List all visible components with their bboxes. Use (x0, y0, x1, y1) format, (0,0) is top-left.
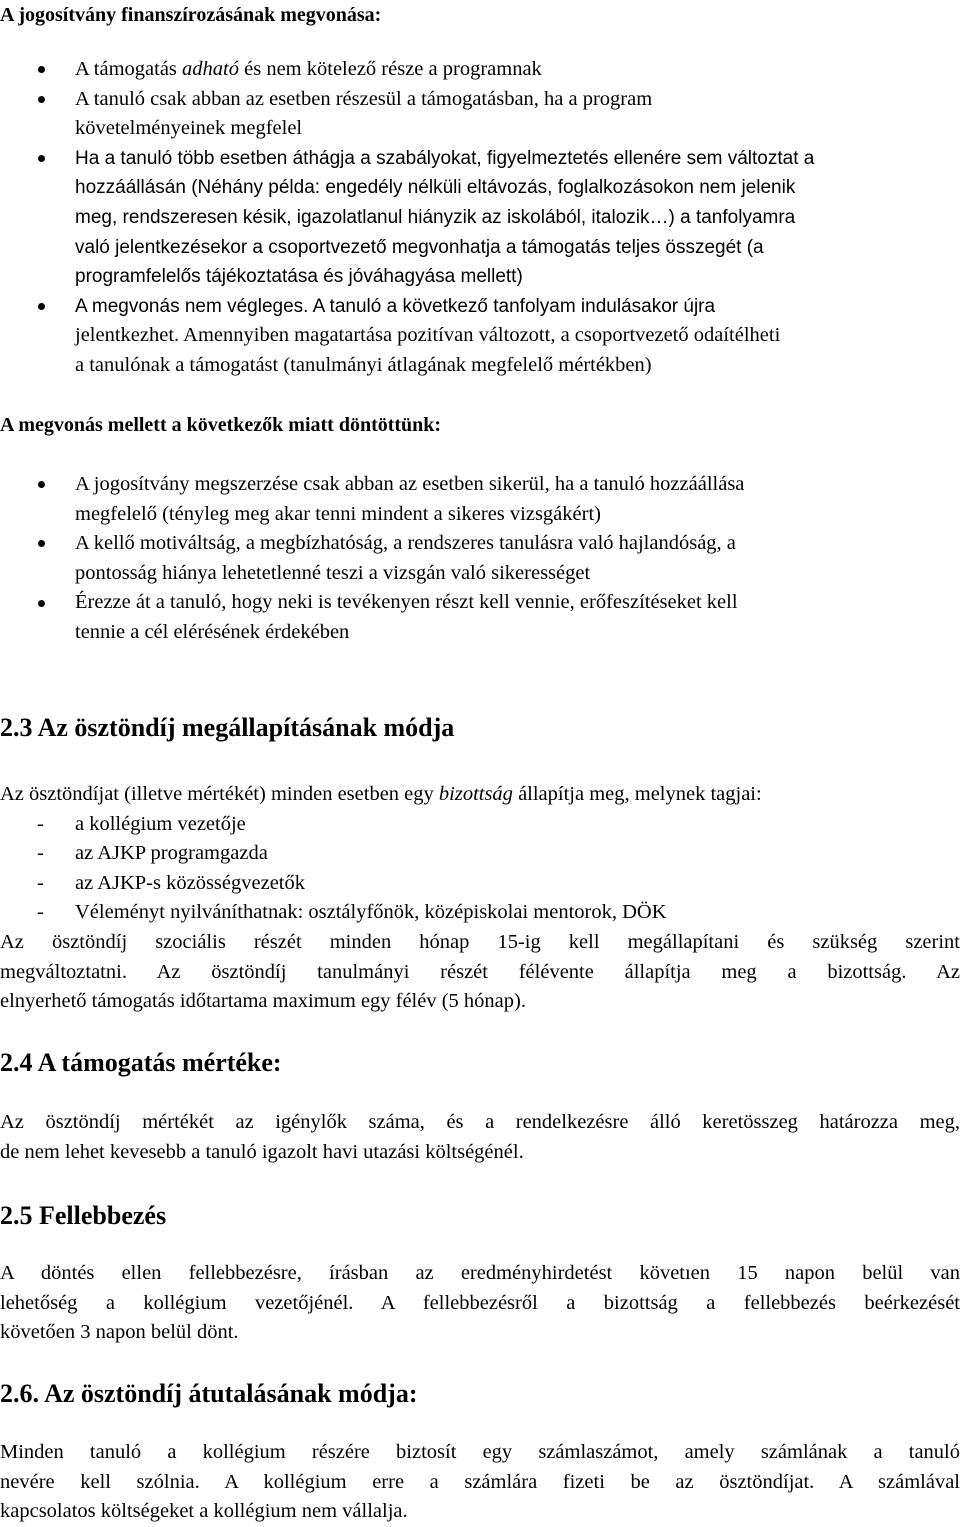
list-item (0, 292, 960, 381)
paragraph-line: Minden tanuló a kollégium részére biztosít egy számlaszámot, amely számlának a tanuló (0, 1441, 960, 1463)
list-item-text: programfelelős tájékoztatása és jóváhagyása mellett) (75, 266, 523, 288)
paragraph-line: elnyerhető támogatás időtartama maximum egy félév (5 hónap). (0, 990, 526, 1013)
section-2-4-body (0, 1108, 960, 1167)
list-item-line (0, 529, 960, 559)
paragraph-line: követően 3 napon belül dönt. (0, 1321, 239, 1344)
dash-list-item: - a kollégium vezetője (37, 812, 246, 835)
bullet-list-reasons (0, 470, 960, 648)
list-item-text: hozzáállásán (Néhány példa: engedély nélküli eltávozás, foglalkozásokon nem jelenik (75, 177, 796, 199)
paragraph-line: A döntés ellen fellebbezésre, írásban az eredményhirdetést követıen 15 napon belül van (0, 1262, 960, 1284)
list-item-text: A kellő motiváltság, a megbízhatóság, a rendszeres tanulásra való hajlandóság, a (75, 532, 736, 555)
list-item-text: A támogatás adható és nem kötelező része a programnak (75, 58, 542, 80)
list-item-text: tennie a cél elérésének érdekében (75, 620, 350, 643)
dash-item-text: a kollégium vezetője (75, 812, 246, 835)
list-item-text: jelentkezhet. Amennyiben magatartása pozitívan változott, a csoportvezető odaítélheti (75, 324, 781, 347)
heading-financing-withdrawal: A jogosítvány finanszírozásának megvonása: (0, 4, 382, 26)
list-item-line (0, 203, 960, 233)
dash-list-item: - az AJKP programgazda (37, 842, 268, 865)
bullet-dot-icon (38, 303, 45, 310)
paragraph-line: de nem lehet kevesebb a tanuló igazolt havi utazási költségénél. (0, 1140, 524, 1163)
dash-list-item: - az AJKP-s közösségvezetők (37, 871, 306, 894)
list-item-line (0, 262, 960, 292)
list-item-line (0, 55, 960, 85)
paragraph-line: kapcsolatos költségeket a kollégium nem vállalja. (0, 1500, 408, 1523)
section-2-4-title: 2.4 A támogatás mértéke: (0, 1048, 282, 1077)
section-2-3-intro (0, 780, 960, 810)
paragraph-line: Az ösztöndíj szociális részét minden hónap 15-ig kell megállapítani és szükség szerint (0, 930, 960, 953)
list-item-line (0, 588, 960, 618)
list-item (0, 588, 960, 647)
bullet-dot-icon (38, 96, 45, 103)
list-item-text: Ha a tanuló több esetben áthágja a szabályokat, figyelmeztetés ellenére sem változtat a (75, 147, 815, 169)
bullet-dot-icon (38, 66, 45, 73)
list-item-line (0, 114, 960, 144)
list-item-text: való jelentkezésekor a csoportvezető megvonhatja a támogatás teljes összegét (a (75, 236, 764, 258)
list-item-text: A megvonás nem végleges. A tanuló a következő tanfolyam indulásakor újra (75, 295, 716, 317)
section-2-5-body (0, 1259, 960, 1348)
list-item-line (0, 144, 960, 174)
list-item-text: Érezze át a tanuló, hogy neki is tevékenyen részt kell vennie, erőfeszítéseket kell (75, 591, 738, 614)
dash-item-text: az AJKP-s közösségvezetők (75, 871, 306, 894)
list-item (0, 529, 960, 588)
dash-list-item: - Véleményt nyilváníthatnak: osztályfőnök, középiskolai mentorok, DÖK (37, 901, 667, 924)
bullet-list-financing (0, 55, 960, 381)
list-item-line (0, 321, 960, 351)
section-2-5-title: 2.5 Fellebbezés (0, 1201, 167, 1230)
list-item-line (0, 559, 960, 589)
list-item-line (0, 173, 960, 203)
bullet-dot-icon (38, 481, 45, 488)
dash-item-text: Véleményt nyilváníthatnak: osztályfőnök, középiskolai mentorok, DÖK (75, 901, 667, 924)
list-item (0, 85, 960, 144)
list-item (0, 55, 960, 85)
section-2-6-body (0, 1438, 960, 1527)
bullet-dot-icon (38, 600, 45, 607)
list-item-text: megfelelő (tényleg meg akar tenni mindent a sikeres vizsgákért) (75, 502, 601, 525)
list-item-text: A jogosítvány megszerzése csak abban az esetben sikerül, ha a tanuló hozzáállása (75, 473, 745, 495)
paragraph-line: megváltoztatni. Az ösztöndíj tanulmányi részét félévente állapítja meg a bizottság. Az (0, 960, 960, 983)
paragraph-line: Az ösztöndíj mértékét az igénylők száma, és a rendelkezésre álló keretösszeg határozza meg, (0, 1111, 960, 1133)
list-item-text: pontosság hiánya lehetetlenné teszi a vizsgán való sikerességet (75, 561, 591, 584)
list-item-line (0, 292, 960, 322)
section-2-6-title: 2.6. Az ösztöndíj átutalásának módja: (0, 1379, 418, 1408)
intro-text: Az ösztöndíjat (illetve mértékét) minden esetben egy (0, 783, 439, 805)
list-item (0, 470, 960, 529)
bullet-dot-icon (38, 540, 45, 547)
list-item-text: követelményeinek megfelel (75, 117, 303, 140)
intro-emphasis: bizottság (438, 783, 513, 805)
list-item-text: meg, rendszeresen késik, igazolatlanul hiányzik az iskolából, italozik…) a tanfolyamra (75, 206, 796, 228)
dash-item-text: az AJKP programgazda (75, 842, 268, 865)
bullet-dot-icon (38, 155, 45, 162)
section-2-3-body (0, 780, 960, 1017)
list-item-line (0, 85, 960, 115)
list-item-line (0, 351, 960, 381)
intro-text-end: állapítja meg, melynek tagjai: (512, 783, 762, 805)
heading-reasons: A megvonás mellett a következők miatt döntöttünk: (0, 414, 442, 436)
paragraph-line: lehetőség a kollégium vezetőjénél. A fellebbezésről a bizottság a fellebbezés beérkezését (0, 1291, 960, 1314)
list-item-line (0, 233, 960, 263)
list-item (0, 144, 960, 292)
paragraph-line: nevére kell szólnia. A kollégium erre a számlára fizeti be az ösztöndíjat. A számlával (0, 1470, 960, 1493)
list-item-text: a tanulónak a támogatást (tanulmányi átlagának megfelelő mértékben) (75, 353, 652, 376)
list-item-line (0, 500, 960, 530)
list-item-line (0, 470, 960, 500)
section-2-3-title: 2.3 Az ösztöndíj megállapításának módja (0, 713, 455, 742)
list-item-line (0, 618, 960, 648)
list-item-text: A tanuló csak abban az esetben részesül a támogatásban, ha a program (75, 87, 653, 110)
